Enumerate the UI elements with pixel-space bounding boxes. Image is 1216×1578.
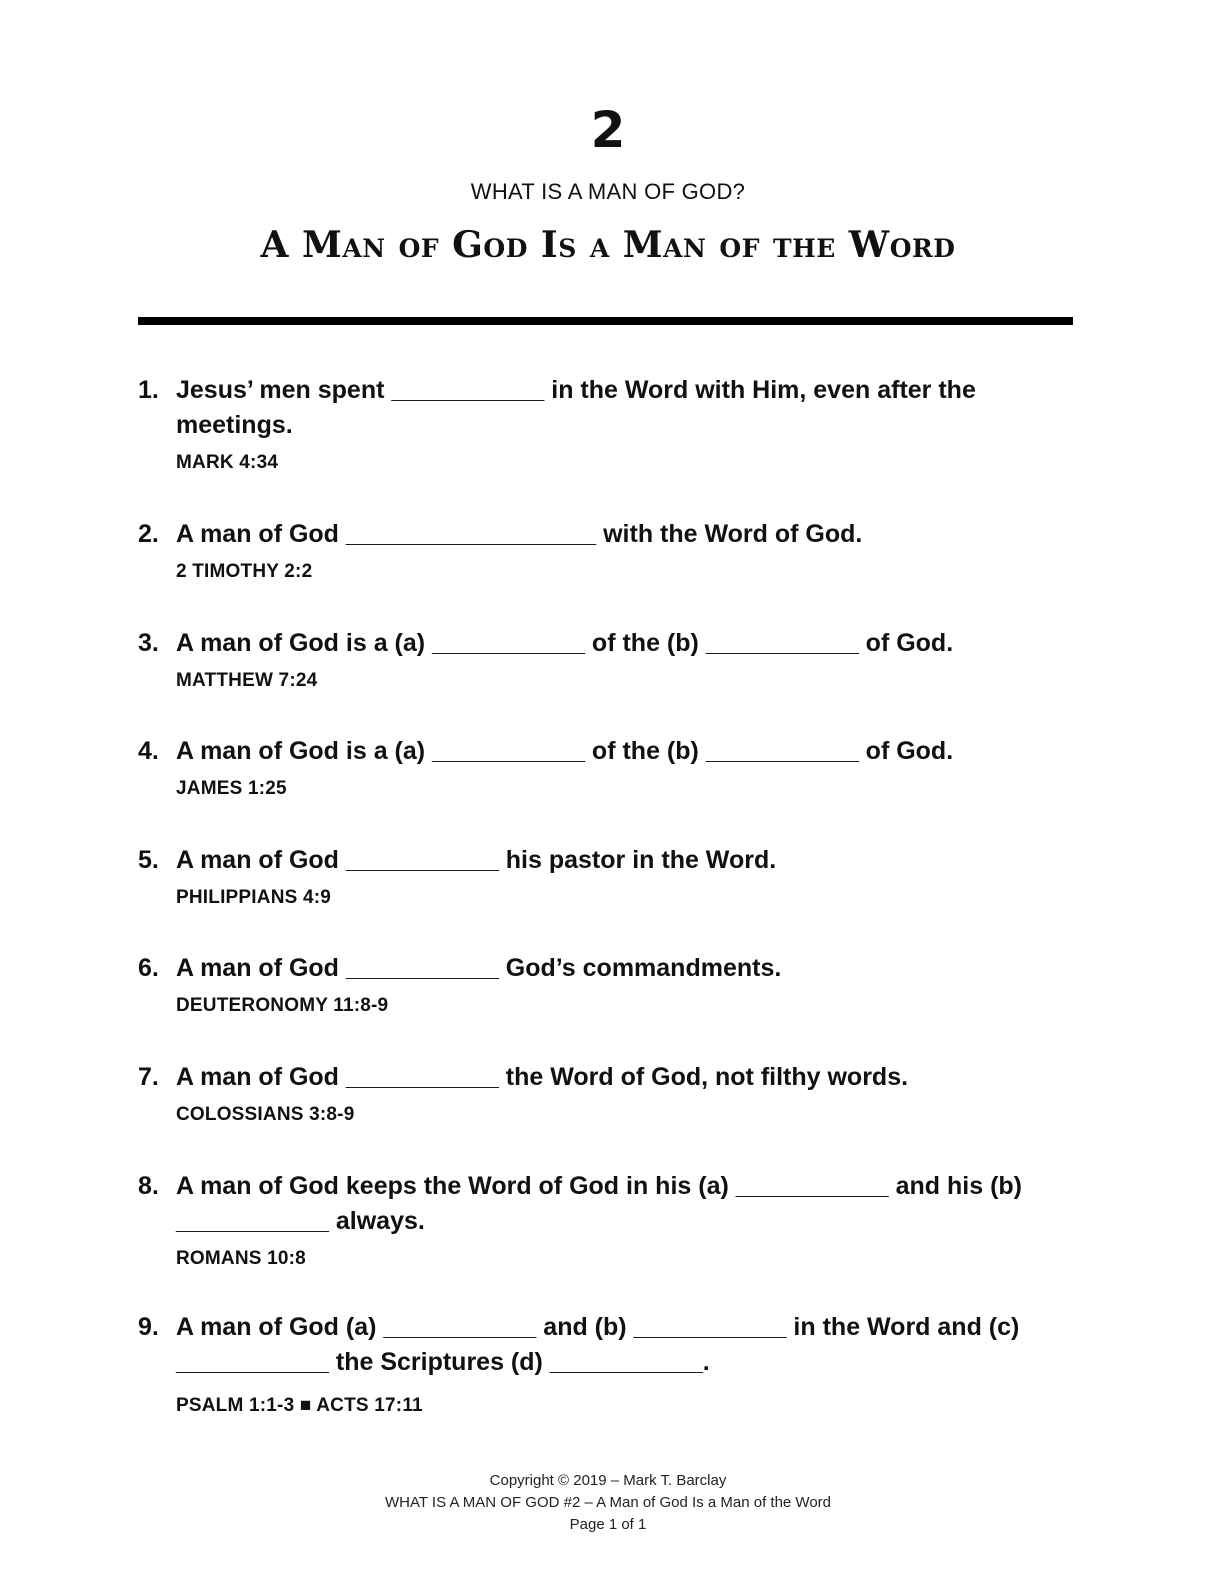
footer-document-title: WHAT IS A MAN OF GOD #2 – A Man of God Is a Man of the Word bbox=[384, 1494, 831, 1511]
footer-page-number: Page 1 of 1 bbox=[569, 1516, 647, 1533]
scripture-reference: MATTHEW 7:24 bbox=[176, 670, 318, 691]
page-footer bbox=[0, 1470, 1216, 1536]
question-number: 5. bbox=[138, 846, 159, 874]
question-number: 6. bbox=[138, 954, 159, 982]
footer-copyright: Copyright © 2019 – Mark T. Barclay bbox=[489, 1472, 727, 1489]
scripture-reference: JAMES 1:25 bbox=[176, 778, 287, 799]
question-9 bbox=[138, 1310, 1038, 1418]
title-divider bbox=[138, 317, 1073, 325]
question-text: A man of God __________________ with the Word of God. bbox=[176, 520, 863, 548]
scripture-reference: MARK 4:34 bbox=[176, 452, 279, 473]
question-text: A man of God ___________ God’s commandments. bbox=[176, 954, 782, 982]
question-5 bbox=[138, 843, 1038, 910]
scripture-reference: PHILIPPIANS 4:9 bbox=[176, 887, 332, 908]
question-number: 4. bbox=[138, 737, 159, 765]
scripture-reference: 2 TIMOTHY 2:2 bbox=[176, 561, 313, 582]
question-2 bbox=[138, 517, 1038, 584]
series-title: WHAT IS A MAN OF GOD? bbox=[470, 179, 746, 204]
question-text: A man of God (a) ___________ and (b) ___________ in the Word and (c) ___________ the Scriptures (d) ___________. bbox=[176, 1313, 1027, 1376]
question-number: 1. bbox=[138, 376, 159, 404]
scripture-reference: DEUTERONOMY 11:8-9 bbox=[176, 995, 389, 1016]
question-text: A man of God ___________ the Word of God, not filthy words. bbox=[176, 1063, 909, 1091]
question-number: 9. bbox=[138, 1313, 159, 1341]
scripture-reference: ROMANS 10:8 bbox=[176, 1248, 306, 1269]
question-text: A man of God ___________ his pastor in the Word. bbox=[176, 846, 777, 874]
lesson-title: A Man of God Is a Man of the Word bbox=[260, 224, 956, 266]
question-1 bbox=[138, 373, 1038, 475]
question-number: 7. bbox=[138, 1063, 159, 1091]
question-8 bbox=[138, 1169, 1038, 1271]
question-number: 8. bbox=[138, 1172, 159, 1200]
question-7 bbox=[138, 1060, 1038, 1127]
question-3 bbox=[138, 626, 1038, 693]
question-text: A man of God is a (a) ___________ of the (b) ___________ of God. bbox=[176, 737, 954, 765]
scripture-reference: COLOSSIANS 3:8-9 bbox=[176, 1104, 355, 1125]
question-text: A man of God keeps the Word of God in his (a) ___________ and his (b) ___________ always. bbox=[176, 1172, 1029, 1235]
question-number: 3. bbox=[138, 629, 159, 657]
lesson-number: 2 bbox=[590, 101, 626, 159]
question-text: A man of God is a (a) ___________ of the (b) ___________ of God. bbox=[176, 629, 954, 657]
question-6 bbox=[138, 951, 1038, 1018]
scripture-reference: PSALM 1:1-3 ■ ACTS 17:11 bbox=[176, 1395, 423, 1416]
question-number: 2. bbox=[138, 520, 159, 548]
question-text: Jesus’ men spent ___________ in the Word with Him, even after the meetings. bbox=[176, 376, 983, 439]
question-4 bbox=[138, 734, 1038, 801]
